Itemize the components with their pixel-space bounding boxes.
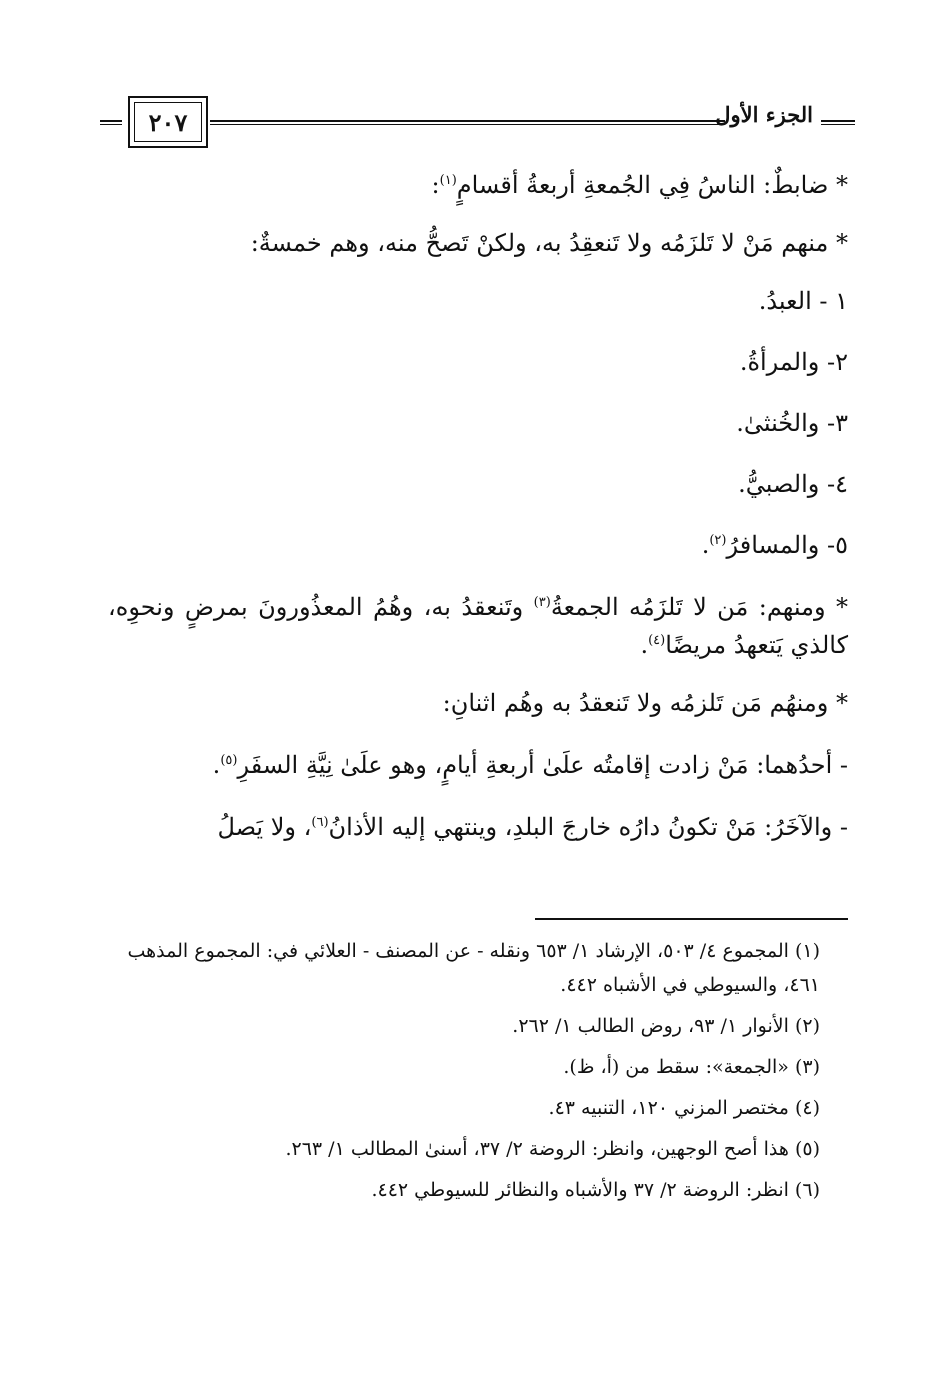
paragraph-tail: وتَنعقدُ به، وهُمُ المعذُورونَ بمرضٍ ونحوِه، كالذي يَتعهدُ مريضًا (108, 593, 848, 659)
page-number: ٢٠٧ (134, 102, 202, 142)
paragraph-first-group (108, 224, 848, 282)
paragraph-text: * ضابطٌ: الناسُ فِي الجُمعةِ أربعةُ أقسامٍ (456, 171, 848, 199)
footnote-marker: (٥) (220, 753, 238, 768)
footnote-marker: (٢) (709, 533, 727, 548)
paragraph-tail: . (212, 751, 221, 779)
header-rule-right (821, 120, 855, 125)
paragraph-tail: : (431, 171, 440, 199)
footnote-separator (535, 918, 848, 920)
list-item (108, 526, 848, 588)
list-item (108, 465, 848, 526)
paragraph-second-group (108, 588, 848, 664)
paragraph-tail: ، ولا يَصلُ (217, 813, 312, 841)
main-text (108, 166, 848, 846)
paragraph-text: * ومنهُم مَن تَلزمُه ولا تَنعقدُ به وهُم اثنانِ: (442, 689, 848, 717)
page-number-frame (128, 96, 208, 148)
list-item-text: ٥- والمسافرُ (726, 531, 848, 559)
footnote-4: (٤) مختصر المزني ١٢٠، التنبيه ٤٣. (548, 1097, 820, 1119)
header-rule-middle (210, 120, 725, 125)
header-rule-left (100, 120, 122, 125)
list-item (108, 404, 848, 465)
footnote-5: (٥) هذا أصح الوجهين، وانظر: الروضة ٢/ ٣٧، أسنىٰ المطالب ١/ ٢٦٣. (285, 1138, 820, 1160)
paragraph-text: - أحدُهما: مَنْ زادت إقامتُه علَىٰ أربعةِ أيامٍ، وهو علَىٰ نِيَّةِ السفَرِ (237, 751, 848, 779)
paragraph-text: * منهم مَنْ لا تَلزَمُه ولا تَنعقِدُ به، ولكنْ تَصحُّ منه، وهم خمسةٌ: (250, 229, 848, 257)
paragraph-tail: . (701, 531, 710, 559)
paragraph-tail: . (640, 631, 649, 659)
footnote-marker: (٦) (311, 815, 329, 830)
footnote-marker: (٤) (648, 633, 666, 648)
list-item (108, 343, 848, 404)
footnote-1: (١) المجموع ٤/ ٥٠٣، الإرشاد ١/ ٦٥٣ ونقله - عن المصنف - العلائي في: المجموع المذهب ٤٦١، والسيوطي في الأشباه ٤٤٢. (127, 940, 820, 996)
footnote-2: (٢) الأنوار ١/ ٩٣، روض الطالب ١/ ٢٦٢. (512, 1015, 820, 1037)
list-item-text: ١ - العبدُ. (758, 287, 848, 315)
paragraph-text: - والآخَرُ: مَنْ تكونُ دارُه خارجَ البلدِ، وينتهي إليه الأذانُ (328, 813, 848, 841)
footnote-marker: (٣) (533, 595, 551, 610)
paragraph-case-one (108, 746, 848, 808)
list-item-text: ٤- والصبيُّ. (738, 470, 848, 498)
paragraph-rule-heading (108, 166, 848, 224)
paragraph-text: * ومنهم: مَن لا تَلزَمُه الجمعةُ (550, 593, 848, 621)
part-title: الجزء الأول (715, 102, 813, 127)
running-header (100, 96, 855, 154)
footnote-6: (٦) انظر: الروضة ٢/ ٣٧ والأشباه والنظائر للسيوطي ٤٤٢. (371, 1179, 820, 1201)
paragraph-case-two (108, 808, 848, 846)
paragraph-third-group (108, 684, 848, 746)
footnote-3: (٣) «الجمعة»: سقط من (أ، ظ). (563, 1056, 820, 1078)
footnote-marker: (١) (439, 173, 457, 188)
footnotes (108, 934, 848, 1214)
list-item (108, 282, 848, 343)
list-item-text: ٣- والخُنثىٰ. (736, 409, 848, 437)
list-item-text: ٢- والمرأةُ. (739, 348, 848, 376)
